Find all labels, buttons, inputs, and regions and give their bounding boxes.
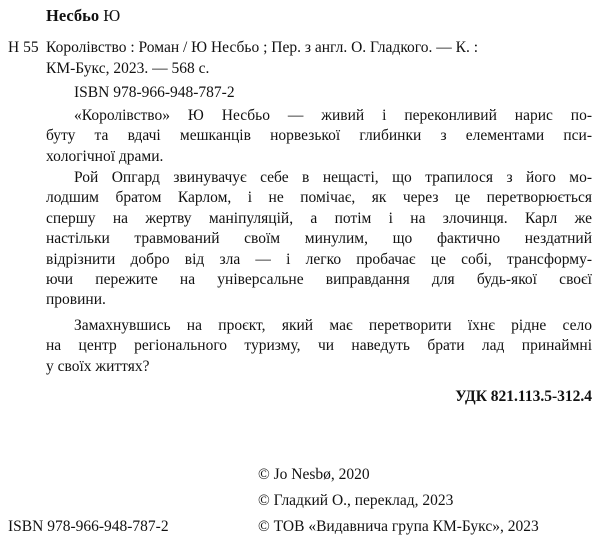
author-heading — [46, 6, 120, 26]
copyright-line: © ТОВ «Видавнича група КМ-Букс», 2023 — [258, 518, 539, 535]
annotation-line: хологічної драми. — [46, 147, 164, 165]
annotation-line: спершу на жертву маніпуляцій, а потім і на злочинця. Карл же — [46, 209, 592, 227]
bottom-isbn: ISBN 978-966-948-787-2 — [8, 518, 169, 535]
annotation-paragraph-3 — [46, 316, 592, 377]
annotation-line: на центр регіонального туризму, чи наведуть брати лад принаймні — [46, 337, 592, 355]
annotation-line: ючи пережите на універсальне виправдання для будь-якої своєї — [46, 271, 592, 289]
annotation-line: настільки травмований своїм минулим, що фактично нездатний — [46, 230, 592, 248]
annotation-paragraph-2 — [46, 168, 592, 311]
annotation-line: буту та вдачі мешканців норвезької глибинки з елементами пси- — [46, 127, 592, 145]
copyright-line: © Гладкий О., переклад, 2023 — [258, 492, 454, 509]
udk-code: УДК 821.113.5-312.4 — [455, 388, 592, 405]
annotation-line: провини. — [46, 291, 106, 309]
copyright-line: © Jo Nesbø, 2020 — [258, 466, 370, 483]
bibliographic-line-2: КМ-Букс, 2023. — 568 с. — [46, 60, 210, 77]
annotation-line: у своїх життях? — [46, 357, 150, 375]
author-surname: Несбьо — [46, 6, 100, 25]
annotation-line: Замахнувшись на проєкт, який має перетворити їхнє рідне село — [74, 317, 592, 334]
annotation-paragraph-1 — [46, 106, 592, 167]
annotation-line: «Королівство» Ю Несбьо — живий і переконливий нарис по- — [74, 107, 592, 124]
annotation-line: відрізнити добро від зла — і легко пробачає це собі, трансформу- — [46, 250, 592, 268]
annotation-line: Рой Опгард звинувачує себе в нещасті, що трапилося з його мо- — [74, 169, 592, 186]
bibliographic-line-1: Королівство : Роман / Ю Несбьо ; Пер. з англ. О. Гладкого. — К. : — [46, 39, 479, 56]
author-initial: Ю — [103, 6, 121, 25]
catalog-code: Н 55 — [8, 39, 39, 56]
isbn-line: ISBN 978-966-948-787-2 — [74, 84, 235, 101]
annotation-line: лодшим братом Карлом, і не помічає, як через це перетворюється — [46, 189, 592, 207]
